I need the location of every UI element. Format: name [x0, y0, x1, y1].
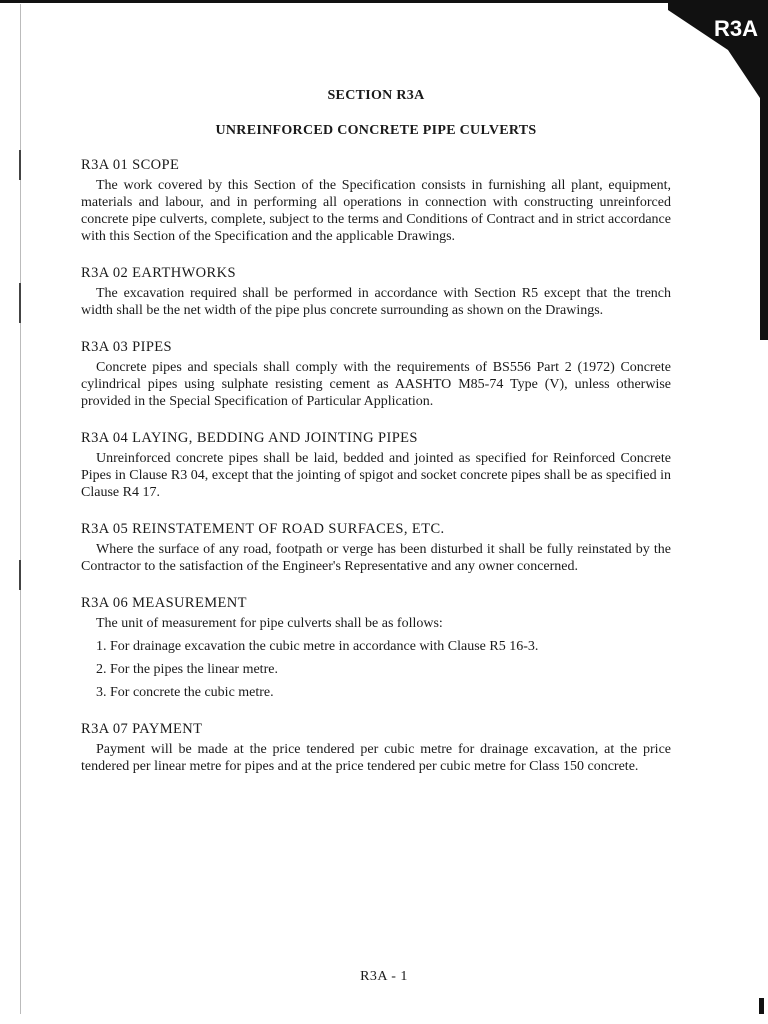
clause-heading: R3A 01 SCOPE — [81, 157, 180, 173]
clause-body: The excavation required shall be performed in accordance with Section R5 except that the trench width shall be the net width of the pipe plus concrete surrounding as shown on the Drawings. — [81, 286, 671, 318]
clause-body: Unreinforced concrete pipes shall be laid, bedded and jointed as specified for Reinforced Concrete Pipes in Clause R3 04, except that the jointing of spigot and socket concrete pipes shall be as specified in Clause R4 17. — [81, 451, 671, 500]
clause-measurement — [81, 594, 671, 701]
clause-body: The work covered by this Section of the Specification consists in furnishing all plant, equipment, materials and labour, and in performing all operations in connection with constructing unreinforced concrete pipe culverts, complete, subject to the terms and Conditions of Contract and in strict accordance with this Section of the Specification and the applicable Drawings. — [81, 178, 671, 244]
clause-heading: R3A 07 PAYMENT — [81, 721, 203, 737]
section-corner-tab — [668, 0, 768, 110]
clause-heading: R3A 04 LAYING, BEDDING AND JOINTING PIPES — [81, 430, 418, 446]
right-edge-shadow — [760, 80, 768, 340]
bottom-edge-mark — [759, 998, 764, 1014]
clause-heading: R3A 05 REINSTATEMENT OF ROAD SURFACES, ETC. — [81, 521, 445, 537]
clause-earthworks — [81, 264, 671, 319]
clause-heading: R3A 02 EARTHWORKS — [81, 265, 236, 281]
section-label: SECTION R3A — [327, 88, 425, 103]
clause-body: Where the surface of any road, footpath or verge has been disturbed it shall be fully reinstated by the Contractor to the satisfaction of the Engineer's Representative and any owner concerned. — [81, 542, 671, 574]
left-margin-mark — [19, 283, 21, 323]
corner-tab-label: R3A — [713, 16, 758, 41]
list-item: 1. For drainage excavation the cubic metre in accordance with Clause R5 16-3. — [96, 639, 539, 654]
list-item: 3. For concrete the cubic metre. — [96, 685, 274, 700]
document-body — [81, 88, 671, 794]
left-margin-mark — [19, 560, 21, 590]
clause-body: The unit of measurement for pipe culverts shall be as follows: — [96, 616, 443, 631]
clause-heading: R3A 06 MEASUREMENT — [81, 595, 247, 611]
clause-pipes — [81, 338, 671, 410]
clause-reinstatement — [81, 520, 671, 575]
clause-scope — [81, 156, 671, 245]
clause-heading: R3A 03 PIPES — [81, 339, 173, 355]
clause-payment — [81, 720, 671, 775]
top-border-line — [0, 0, 700, 3]
clause-body: Concrete pipes and specials shall comply with the requirements of BS556 Part 2 (1972) Concrete cylindrical pipes using sulphate resisting cement as AASHTO M85-74 Type (V), unless otherwise provided in the Special Specification of Particular Application. — [81, 360, 671, 409]
clause-body: Payment will be made at the price tendered per cubic metre for drainage excavation, at the price tendered per linear metre for pipes and at the price tendered per cubic metre for Class 150 concrete. — [81, 742, 671, 774]
measurement-list — [81, 638, 671, 701]
left-margin-mark — [19, 150, 21, 180]
clause-laying-bedding-jointing — [81, 429, 671, 501]
page-number: R3A - 1 — [360, 969, 408, 984]
list-item: 2. For the pipes the linear metre. — [96, 662, 278, 677]
section-title: UNREINFORCED CONCRETE PIPE CULVERTS — [215, 123, 537, 138]
